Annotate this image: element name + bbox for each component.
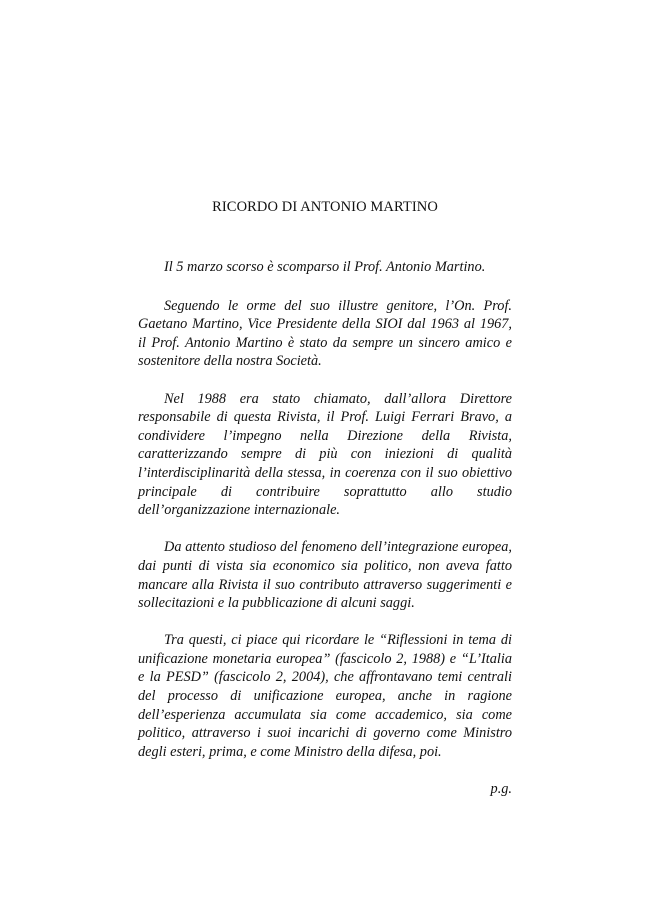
paragraph-4: Da attento studioso del fenomeno dell’integrazione europea, dai punti di vista sia economico sia politico, non aveva fatto mancare alla Rivista il suo contributo attraverso suggerimenti e sollecitazioni e la pubblicazione di alcuni saggi.: [138, 539, 512, 612]
page-title: RICORDO DI ANTONIO MARTINO: [212, 199, 438, 215]
paragraph-3: Nel 1988 era stato chiamato, dall’allora Direttore responsabile di questa Rivista, il Prof. Luigi Ferrari Bravo, a condividere l’impegno nella Direzione della Rivista, caratterizzando sempre di più con iniezioni di qualità l’interdisciplinarità della stessa, in coerenza con il suo obiettivo principale di contribuire soprattutto allo studio dell’organizzazione internazionale.: [138, 390, 512, 519]
signature: p.g.: [490, 781, 512, 798]
paragraph-5: Tra questi, ci piace qui ricordare le “Riflessioni in tema di unificazione monetaria europea” (fascicolo 2, 1988) e “L’Italia e la PESD” (fascicolo 2, 2004), che affrontavano temi centrali del processo di unificazione europea, anche in ragione dell’esperienza accumulata sia come accademico, sia come politico, attraverso i suoi incarichi di governo come Ministro degli esteri, prima, e come Ministro della difesa, poi.: [138, 632, 512, 760]
paragraph-2: Seguendo le orme del suo illustre genitore, l’On. Prof. Gaetano Martino, Vice Presidente della SIOI dal 1963 al 1967, il Prof. Antonio Martino è stato da sempre un sincero amico e sostenitore della nostra Società.: [138, 297, 512, 370]
article-body: [138, 258, 512, 799]
paragraph-1: Il 5 marzo scorso è scomparso il Prof. Antonio Martino.: [164, 259, 486, 275]
